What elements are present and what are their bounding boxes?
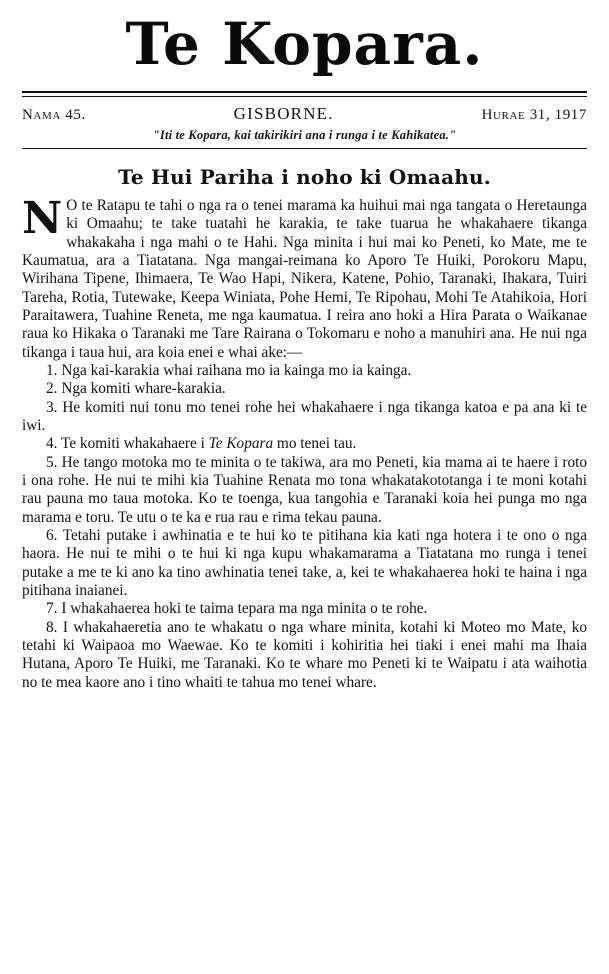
list-item-text: Te komiti whakahaere i bbox=[61, 435, 209, 453]
list-item bbox=[22, 362, 587, 380]
list-item-number: 6. bbox=[46, 527, 58, 545]
masthead-rule-thin bbox=[22, 96, 587, 97]
list-item-number: 8. bbox=[46, 618, 58, 636]
list-item bbox=[22, 619, 587, 692]
list-item bbox=[22, 435, 587, 453]
masthead-title: Te Kopara. bbox=[125, 10, 484, 78]
list-item-number: 1. bbox=[46, 361, 58, 379]
list-item bbox=[22, 454, 587, 527]
motto-rule bbox=[22, 148, 587, 149]
issue-line bbox=[22, 104, 587, 124]
masthead-rule-thick bbox=[22, 91, 587, 93]
issue-place: GISBORNE. bbox=[233, 103, 334, 123]
list-item-text-after: mo tenei tau. bbox=[273, 435, 357, 453]
list-item bbox=[22, 527, 587, 600]
list-item-text: Nga kai-karakia whai raihana mo ia kainga mo ia kainga. bbox=[61, 361, 412, 379]
list-item bbox=[22, 399, 587, 436]
issue-date: Hurae 31, 1917 bbox=[481, 106, 587, 123]
list-item-number: 2. bbox=[46, 380, 58, 398]
list-item-number: 3. bbox=[46, 398, 58, 416]
article-title: Te Hui Pariha i noho ki Omaahu. bbox=[118, 164, 491, 189]
list-item-italic-title: Te Kopara bbox=[208, 435, 274, 453]
masthead bbox=[22, 0, 587, 78]
list-item-number: 7. bbox=[46, 600, 58, 618]
list-item-text: He komiti nui tonu mo tenei rohe hei whakahaere i nga tikanga katoa e pa ana ki te iwi. bbox=[22, 398, 588, 435]
list-item-text: He tango motoka mo te minita o te takiwa, ara mo Peneti, kia mama ai te haere i roto i ona rohe. He nui te mihi kia Tuahine Renata mo tona whakatakototanga i te moni kotahi rau pauna mo taua motoka. Ko te toenga, kua tangohia e Taranaki koia hei punga mo nga marama e toru. Te utu o te ka e rua rau e rima tekau pauna. bbox=[22, 453, 587, 526]
article-paragraph-first bbox=[22, 192, 587, 362]
list-item-text: Tetahi putake i awhinatia e te hui ko te pitihana kia kati nga hotera i te ono o nga haora. He nui te mihi o te hui ki nga kupu whakamarama a Tiatatana mo runga i tenei putake a me te ki ano ka tino awhinatia tenei take, a, kei te whakahaerea hoki te haina i nga pitihana inaianei. bbox=[22, 527, 587, 600]
list-item bbox=[22, 600, 587, 618]
issue-number: Nama 45. bbox=[22, 106, 86, 123]
list-item bbox=[22, 380, 587, 398]
masthead-motto: "Iti te Kopara, kai takirikiri ana i runga i te Kahikatea." bbox=[152, 127, 457, 142]
list-item-number: 4. bbox=[46, 435, 58, 453]
article-paragraph-first-text: O te Ratapu te tahi o nga ra o tenei marama ka huihui mai nga tangata o Heretaunga ki Omaahu; te take tuatahi he karakia, te take tuarua he whakahaere tikanga whakakaha i nga mahi o te Hahi. Nga minita i hui mai ko Peneti, ko Mate, me te Kaumatua, ara a Tiatatana. Nga mangai-reimana ko Aporo Te Huiki, Porokoru Mapu, Wirihana Tipene, Ihimaera, Te Wao Hapi, Nikera, Katene, Pohio, Taranaki, Ihakara, Tuiri Tareha, Rotia, Tutewake, Keepa Winiata, Pohe Hemi, Te Ripohau, Mohi Te Atahikoia, Hori Paraitawera, Tuahine Reneta, me nga kaumatua. I reira ano hoki a Hira Parata o Waikanae raua ko Hikaka o Taranaki me Tare Rairana o Tokomaru e noho a manuhiri ana. He nui nga tikanga i taua hui, ara koia enei e whai ake:— bbox=[22, 196, 587, 361]
list-item-text: I whakahaeretia ano te whakatu o nga whare minita, kotahi ki Moteo mo Mate, ko tetahi ki Waipaoa mo Waewae. Ko te komiti i kohiritia hei tiaki i enei mahi ma Ihaia Hutana, Aporo Te Huiki, me Taranaki. Ko te whare mo Peneti ki te Waipatu i ata waihotia no te mea kaore ano i tino whaiti te tahua mo tenei whare. bbox=[22, 618, 587, 691]
article-body bbox=[22, 192, 588, 692]
list-item-text: Nga komiti whare-karakia. bbox=[61, 380, 226, 398]
list-item-number: 5. bbox=[46, 453, 58, 471]
list-item-text: I whakahaerea hoki te taima tepara ma nga minita o te rohe. bbox=[61, 600, 428, 618]
drop-cap: N bbox=[22, 192, 63, 244]
